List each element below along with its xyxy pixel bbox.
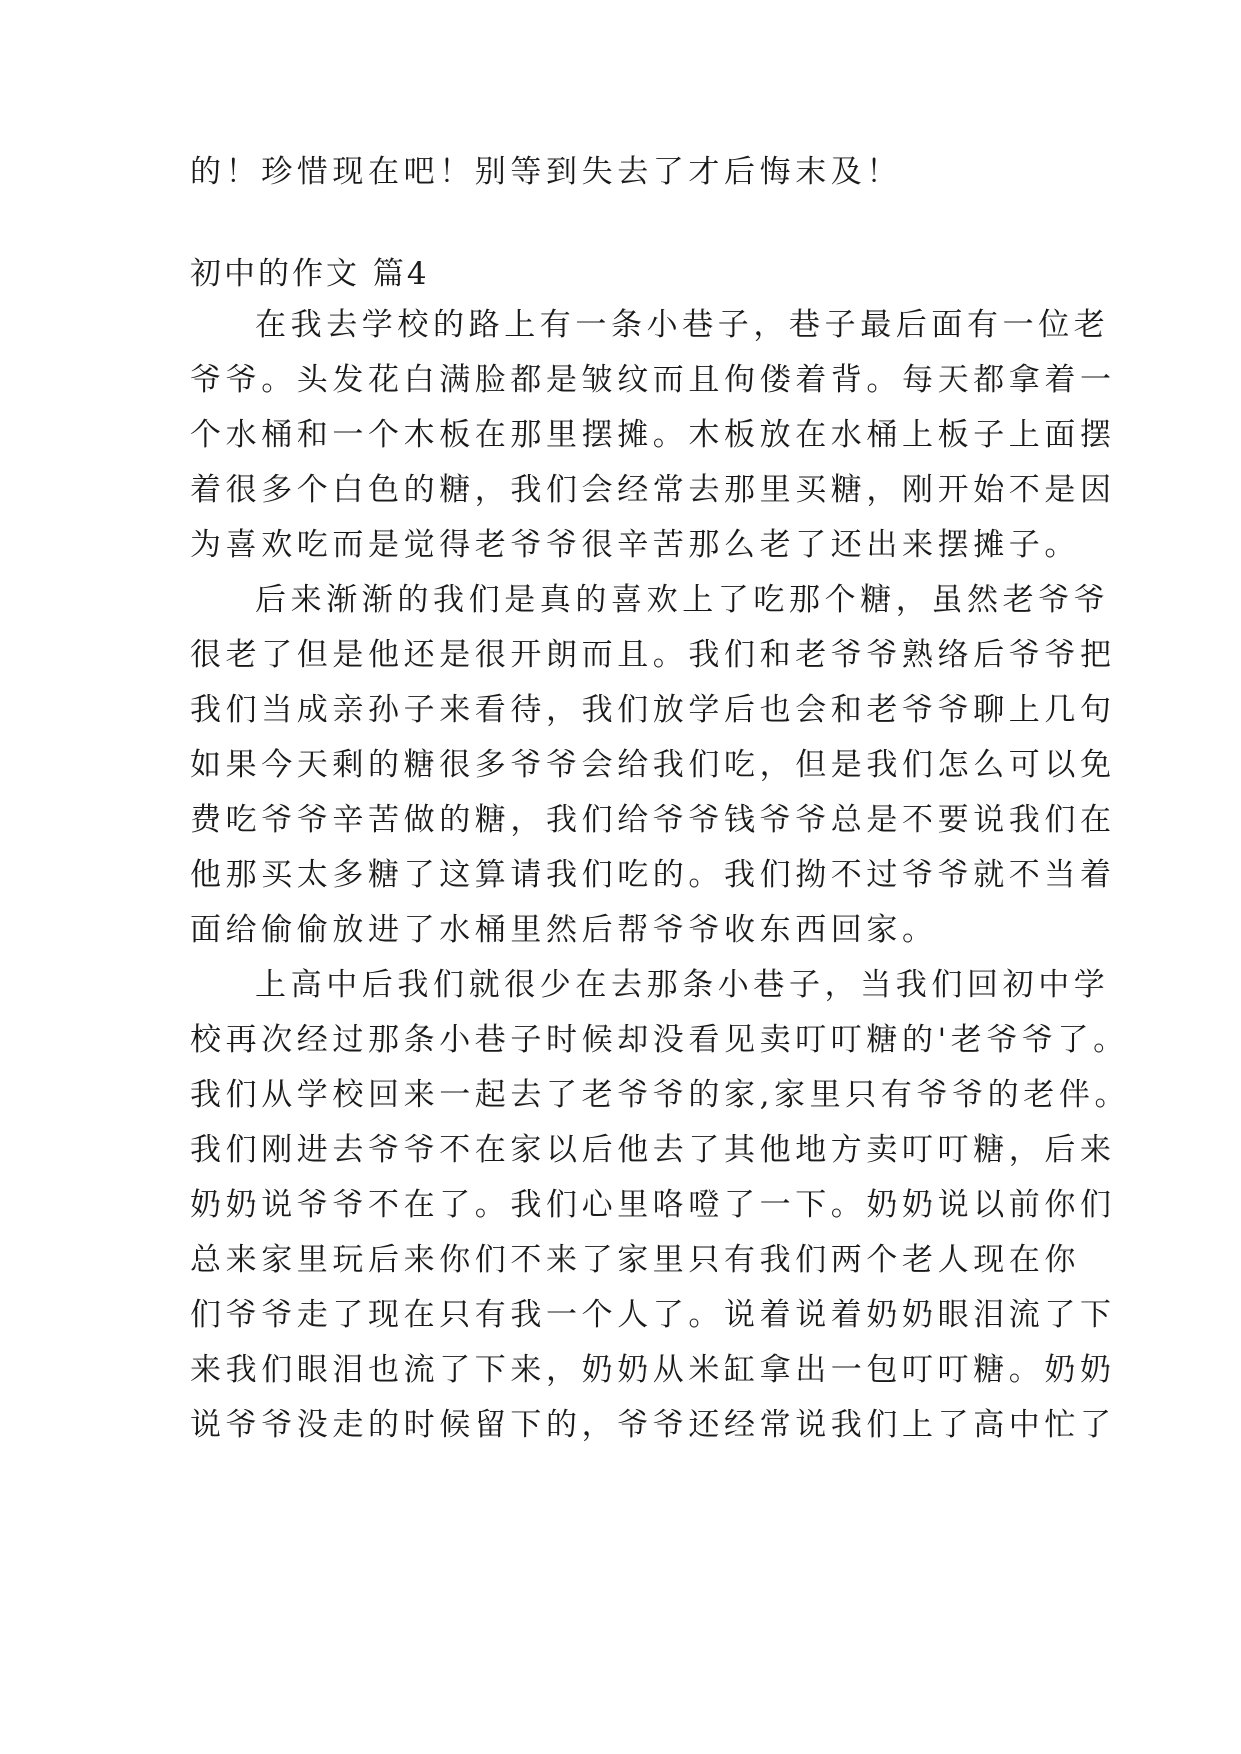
text-line: 在我去学校的路上有一条小巷子，巷子最后面有一位老	[255, 307, 1110, 343]
text-line: 说爷爷没走的时候留下的，爷爷还经常说我们上了高中忙了	[190, 1407, 1116, 1443]
text-line: 我们从学校回来一起去了老爷爷的家,家里只有爷爷的老伴。	[190, 1077, 1131, 1113]
text-line: 的！珍惜现在吧！别等到失去了才后悔末及！	[190, 154, 902, 190]
text-line: 奶奶说爷爷不在了。我们心里咯噔了一下。奶奶说以前你们	[190, 1187, 1116, 1223]
text-line: 费吃爷爷辛苦做的糖，我们给爷爷钱爷爷总是不要说我们在	[190, 802, 1116, 838]
text-line: 爷爷。头发花白满脸都是皱纹而且佝偻着背。每天都拿着一	[190, 362, 1116, 398]
text-line: 他那买太多糖了这算请我们吃的。我们拗不过爷爷就不当着	[190, 857, 1116, 893]
text-line: 校再次经过那条小巷子时候却没看见卖叮叮糖的'老爷爷了。	[190, 1022, 1129, 1058]
text-line: 着很多个白色的糖，我们会经常去那里买糖，刚开始不是因	[190, 472, 1116, 508]
text-line: 面给偷偷放进了水桶里然后帮爷爷收东西回家。	[190, 912, 938, 948]
section-heading: 初中的作文 篇4	[190, 256, 430, 292]
text-line: 我们当成亲孙子来看待，我们放学后也会和老爷爷聊上几句	[190, 692, 1116, 728]
text-line: 来我们眼泪也流了下来，奶奶从米缸拿出一包叮叮糖。奶奶	[190, 1352, 1116, 1388]
text-line: 总来家里玩后来你们不来了家里只有我们两个老人现在你	[190, 1242, 1080, 1278]
text-line: 如果今天剩的糖很多爷爷会给我们吃，但是我们怎么可以免	[190, 747, 1116, 783]
text-line: 很老了但是他还是很开朗而且。我们和老爷爷熟络后爷爷把	[190, 637, 1116, 673]
text-line: 我们刚进去爷爷不在家以后他去了其他地方卖叮叮糖，后来	[190, 1132, 1116, 1168]
text-line: 上高中后我们就很少在去那条小巷子，当我们回初中学	[255, 967, 1110, 1003]
text-line: 为喜欢吃而是觉得老爷爷很辛苦那么老了还出来摆摊子。	[190, 527, 1080, 563]
text-line: 们爷爷走了现在只有我一个人了。说着说着奶奶眼泪流了下	[190, 1297, 1116, 1333]
text-line: 后来渐渐的我们是真的喜欢上了吃那个糖，虽然老爷爷	[255, 582, 1110, 618]
text-line: 个水桶和一个木板在那里摆摊。木板放在水桶上板子上面摆	[190, 417, 1116, 453]
